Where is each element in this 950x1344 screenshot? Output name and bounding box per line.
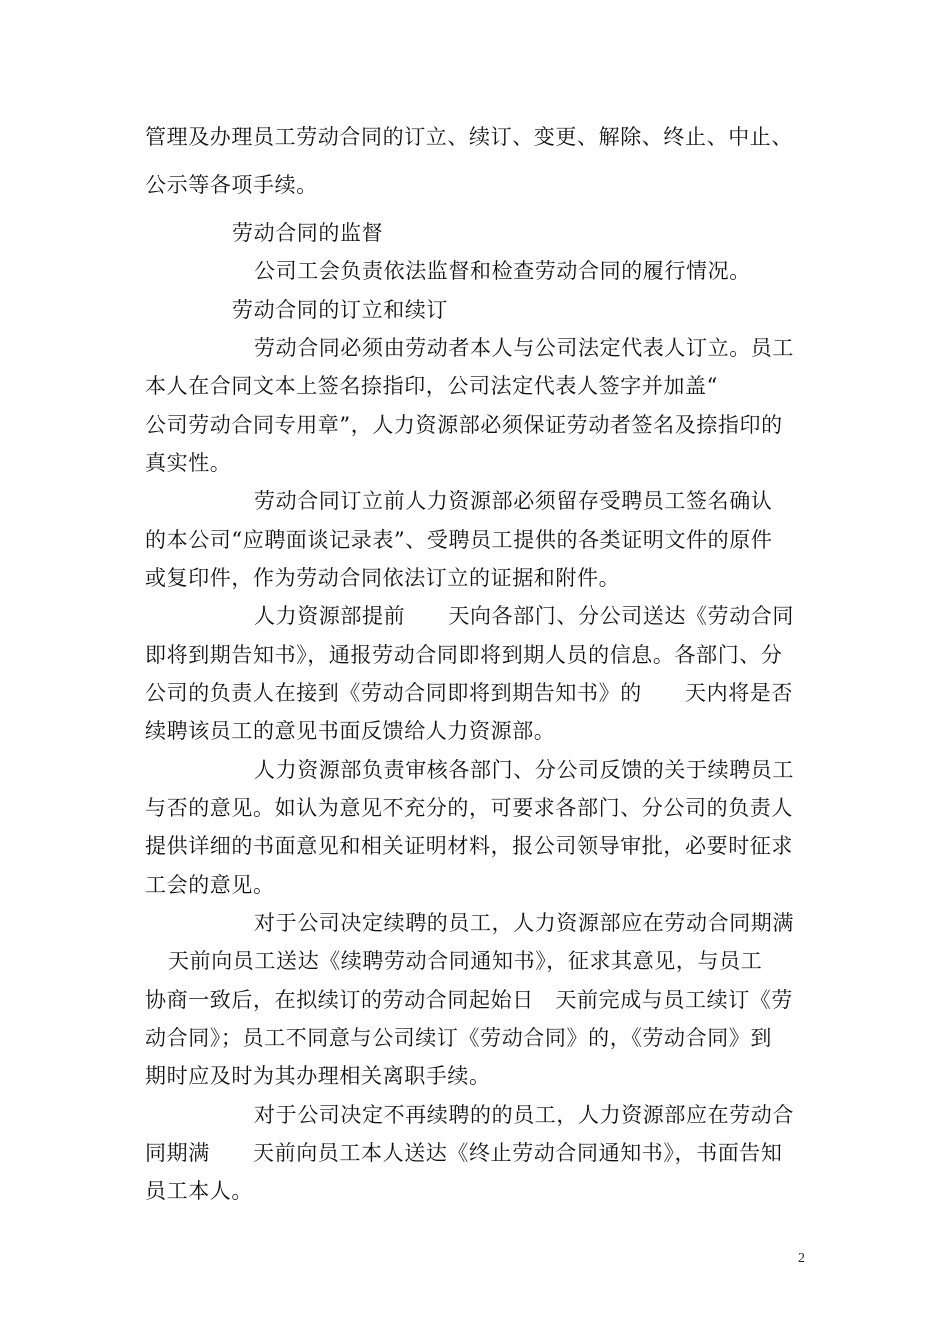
body-text-line: 动合同》；员工不同意与公司续订《劳动合同》的，《劳动合同》到 — [145, 1026, 772, 1050]
body-text-line: 工会的意见。 — [145, 873, 275, 897]
body-text-line: 提供详细的书面意见和相关证明材料，报公司领导审批，必要时征求 — [145, 834, 793, 858]
section-heading: 劳动合同的订立和续订 — [232, 298, 448, 322]
body-text-line: 与否的意见。如认为意见不充分的，可要求各部门、分公司的负责人 — [145, 796, 793, 820]
body-text-line: 员工本人。 — [145, 1179, 253, 1203]
page-number: 2 — [798, 1251, 805, 1266]
body-text-line: 公司劳动合同专用章”，人力资源部必须保证劳动者签名及捺指印的 — [145, 413, 783, 437]
body-text-line: 同期满 天前向员工本人送达《终止劳动合同通知书》，书面告知 — [145, 1141, 783, 1165]
body-text-line: 本人在合同文本上签名捺指印，公司法定代表人签字并加盖“ — [145, 374, 718, 398]
body-text-line: 人力资源部提前 天向各部门、分公司送达《劳动合同 — [254, 604, 794, 628]
body-text-line: 即将到期告知书》，通报劳动合同即将到期人员的信息。各部门、分 — [145, 643, 783, 667]
body-text-line: 续聘该员工的意见书面反馈给人力资源部。 — [145, 719, 556, 743]
body-text-line: 公司的负责人在接到《劳动合同即将到期告知书》的 天内将是否 — [145, 681, 793, 705]
body-text-line: 真实性。 — [145, 451, 232, 475]
body-text-line: 人力资源部负责审核各部门、分公司反馈的关于续聘员工 — [254, 758, 794, 782]
body-text-line: 协商一致后，在拟续订的劳动合同起始日 天前完成与员工续订《劳 — [145, 988, 793, 1012]
body-text-line: 公司工会负责依法监督和检查劳动合同的履行情况。 — [254, 259, 751, 283]
body-text-line: 或复印件，作为劳动合同依法订立的证据和附件。 — [145, 566, 621, 590]
body-text-line: 管理及办理员工劳动合同的订立、续订、变更、解除、终止、中止、 — [145, 125, 793, 149]
body-text-line: 的本公司“应聘面谈记录表”、受聘员工提供的各类证明文件的原件 — [145, 528, 773, 552]
body-text-line: 劳动合同必须由劳动者本人与公司法定代表人订立。员工 — [254, 336, 794, 360]
body-text-line: 对于公司决定不再续聘的的员工，人力资源部应在劳动合 — [254, 1103, 794, 1127]
body-text-line: 期时应及时为其办理相关离职手续。 — [145, 1064, 491, 1088]
body-text-line: 劳动合同订立前人力资源部必须留存受聘员工签名确认 — [254, 489, 773, 513]
body-text-line: 公示等各项手续。 — [145, 173, 318, 197]
body-text-line: 对于公司决定续聘的员工，人力资源部应在劳动合同期满 — [254, 911, 794, 935]
section-heading: 劳动合同的监督 — [232, 221, 384, 245]
body-text-line: 天前向员工送达《续聘劳动合同通知书》，征求其意见，与员工 — [168, 949, 763, 973]
